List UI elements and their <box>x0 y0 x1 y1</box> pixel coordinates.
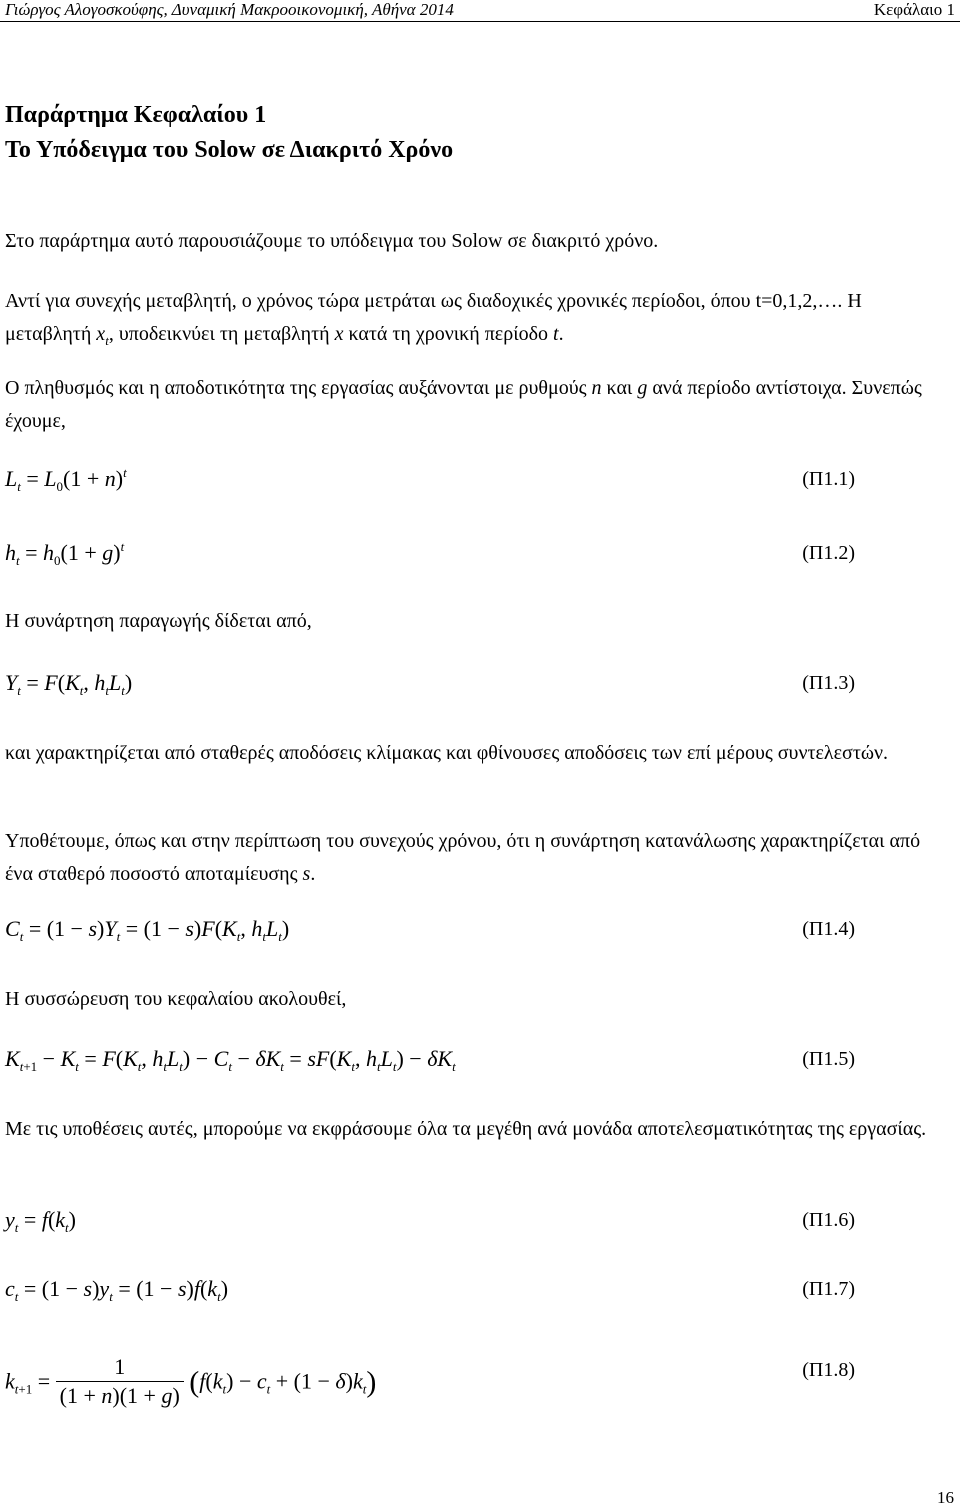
equation-2: $h_t = h_0(1 + g)^t$ (Π1.2) <box>5 539 855 568</box>
equation-number: (Π1.3) <box>802 672 855 694</box>
equation-number: (Π1.5) <box>802 1048 855 1070</box>
equation-number: (Π1.2) <box>802 542 855 564</box>
header-rule <box>0 21 960 22</box>
equation-3: $Y_t = F(K_t$, $h_tL_t$) (Π1.3) <box>5 670 855 698</box>
paragraph-4: Η συνάρτηση παραγωγής δίδεται από, <box>5 610 312 632</box>
equation-6: $y_t = f(k_t)$ (Π1.6) <box>5 1207 855 1235</box>
equation-4: $C_t = (1 - s)Y_t = (1 - s)F(K_t$, $h_tL_t$) (Π1.4) <box>5 916 855 944</box>
equation-1: $L_t = L_0(1 + n)^t$ (Π1.1) <box>5 465 855 494</box>
header-right: Κεφάλαιο 1 <box>873 0 955 19</box>
equation-number: (Π1.4) <box>802 918 855 940</box>
appendix-title <box>5 98 453 168</box>
equation-number: (Π1.8) <box>802 1359 855 1381</box>
page-number: 16 <box>937 1488 954 1507</box>
header-left: Γιώργος Αλογοσκούφης, Δυναμική Μακροοικονομική, Αθήνα 2014 <box>5 0 454 19</box>
paragraph-2: Αντί για συνεχής μεταβλητή, ο χρόνος τώρα μετράται ως διαδοχικές χρονικές περίοδοι, όπου t=0,1,2,…. Η μεταβλητή $x_t$, υποδεικνύει τη μεταβλητή x κατά τη χρονική περίοδο t. <box>5 290 862 348</box>
page-header <box>0 0 960 22</box>
paragraph-7: Η συσσώρευση του κεφαλαίου ακολουθεί, <box>5 988 347 1010</box>
paragraph-8: Με τις υποθέσεις αυτές, μπορούμε να εκφράσουμε όλα τα μεγέθη ανά μονάδα αποτελεσματικότητας της εργασίας. <box>5 1118 927 1140</box>
title-line-1: Παράρτημα Κεφαλαίου 1 <box>5 102 267 128</box>
title-line-2: Το Υπόδειγμα του Solow σε Διακριτό Χρόνο <box>5 137 454 163</box>
paragraph-5: και χαρακτηρίζεται από σταθερές αποδόσεις κλίμακας και φθίνουσες αποδόσεις των επί μέρους συντελεστών. <box>5 742 889 764</box>
paragraph-3: Ο πληθυσμός και η αποδοτικότητα της εργασίας αυξάνονται με ρυθμούς n και g ανά περίοδο αντίστοιχα. Συνεπώς έχουμε, <box>5 377 922 432</box>
equation-5: $K_{t+1} - K_t = F(K_t$, $h_tL_t) - C_t - \delta K_t = sF(K_t$, $h_tL_t) - \delta K_t$ (Π1.5) <box>5 1046 855 1074</box>
equation-8: $k_{t+1}$ = $\frac{1}{(1 + n)(1 + g)}$ $(f(k_t) - c_t + (1 - \delta)k_t)$ (Π1.8) <box>5 1354 855 1408</box>
equation-number: (Π1.7) <box>802 1278 855 1300</box>
equation-7: $c_t = (1 - s)y_t = (1 - s)f(k_t)$ (Π1.7) <box>5 1276 855 1304</box>
equation-number: (Π1.6) <box>802 1209 855 1231</box>
paragraph-6: Υποθέτουμε, όπως και στην περίπτωση του συνεχούς χρόνου, ότι η συνάρτηση κατανάλωσης χαρακτηρίζεται από ένα σταθερό ποσοστό αποταμίευσης s. <box>5 830 921 885</box>
equation-number: (Π1.1) <box>802 468 855 490</box>
paragraph-1: Στο παράρτημα αυτό παρουσιάζουμε το υπόδειγμα του Solow σε διακριτό χρόνο. <box>5 230 659 252</box>
